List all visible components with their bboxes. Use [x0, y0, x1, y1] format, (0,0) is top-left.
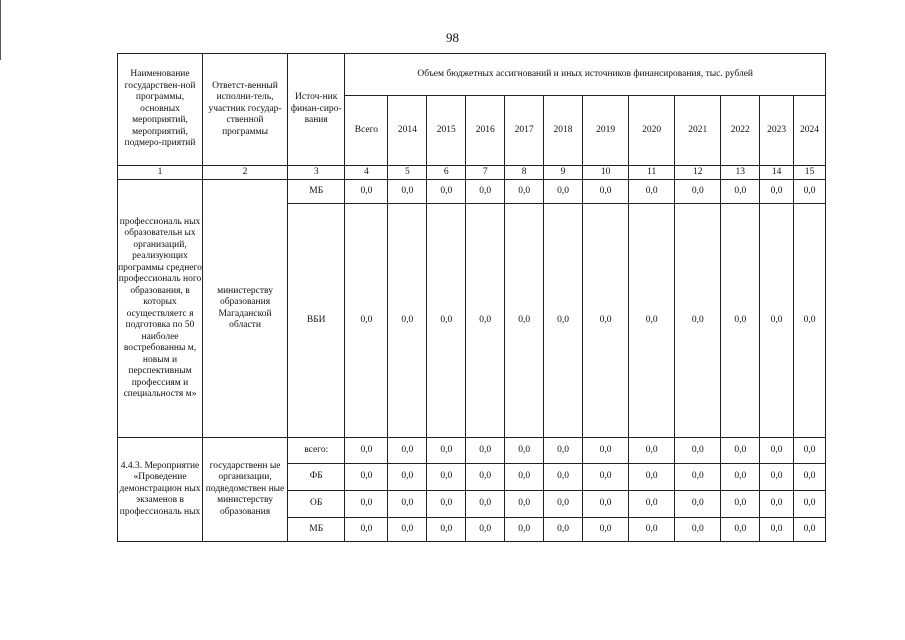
- year-value: 0,0: [794, 518, 826, 542]
- year-value: 0,0: [675, 491, 721, 518]
- year-value: 0,0: [721, 464, 760, 491]
- header-responsible: Ответст-венный исполни-тель, участник государ-ственной программы: [203, 54, 288, 166]
- responsible-executor: министерству образования Магаданской области: [203, 180, 288, 438]
- year-value: 0,0: [388, 438, 427, 464]
- header-year: 2023: [760, 96, 794, 166]
- column-index: 8: [505, 166, 544, 180]
- year-value: 0,0: [583, 438, 629, 464]
- funding-source: всего:: [288, 438, 345, 464]
- year-value: 0,0: [427, 204, 466, 438]
- year-value: 0,0: [427, 438, 466, 464]
- year-value: 0,0: [466, 438, 505, 464]
- year-value: 0,0: [544, 518, 583, 542]
- year-value: 0,0: [675, 180, 721, 204]
- column-index: 4: [345, 166, 388, 180]
- year-value: 0,0: [721, 491, 760, 518]
- total-value: 0,0: [345, 464, 388, 491]
- total-value: 0,0: [345, 204, 388, 438]
- column-index: 13: [721, 166, 760, 180]
- column-index: 1: [118, 166, 203, 180]
- year-value: 0,0: [794, 464, 826, 491]
- header-year: 2017: [505, 96, 544, 166]
- year-value: 0,0: [505, 518, 544, 542]
- column-index: 11: [629, 166, 675, 180]
- year-value: 0,0: [629, 204, 675, 438]
- year-value: 0,0: [675, 518, 721, 542]
- header-year: 2016: [466, 96, 505, 166]
- header-year: 2024: [794, 96, 826, 166]
- year-value: 0,0: [466, 464, 505, 491]
- column-index: 10: [583, 166, 629, 180]
- year-value: 0,0: [721, 204, 760, 438]
- year-value: 0,0: [675, 438, 721, 464]
- year-value: 0,0: [544, 438, 583, 464]
- funding-source: ФБ: [288, 464, 345, 491]
- total-value: 0,0: [345, 438, 388, 464]
- column-index: 12: [675, 166, 721, 180]
- year-value: 0,0: [388, 464, 427, 491]
- year-value: 0,0: [760, 180, 794, 204]
- year-value: 0,0: [721, 518, 760, 542]
- column-index: 5: [388, 166, 427, 180]
- year-value: 0,0: [583, 180, 629, 204]
- column-index: 3: [288, 166, 345, 180]
- column-index: 14: [760, 166, 794, 180]
- header-total: Всего: [345, 96, 388, 166]
- header-name: Наименование государствен-ной программы, основных мероприятий, мероприятий, подмеро-приятий: [118, 54, 203, 166]
- column-index: 15: [794, 166, 826, 180]
- year-value: 0,0: [505, 438, 544, 464]
- funding-source: ОБ: [288, 491, 345, 518]
- year-value: 0,0: [505, 180, 544, 204]
- page-number: 98: [446, 30, 459, 45]
- year-value: 0,0: [388, 491, 427, 518]
- year-value: 0,0: [427, 518, 466, 542]
- year-value: 0,0: [583, 491, 629, 518]
- year-value: 0,0: [583, 518, 629, 542]
- column-index: 2: [203, 166, 288, 180]
- year-value: 0,0: [466, 518, 505, 542]
- year-value: 0,0: [427, 464, 466, 491]
- year-value: 0,0: [629, 491, 675, 518]
- year-value: 0,0: [466, 491, 505, 518]
- year-value: 0,0: [794, 438, 826, 464]
- header-year: 2021: [675, 96, 721, 166]
- year-value: 0,0: [629, 518, 675, 542]
- activity-name: профессиональ ных образовательн ых организаций, реализующих программы среднего профессиональ ного образования, в которых осуществляетс я подготовка по 50 наиболее востребованны м, новым и перспективным профессиям и специальностя м»: [118, 180, 203, 438]
- year-value: 0,0: [629, 438, 675, 464]
- year-value: 0,0: [427, 491, 466, 518]
- column-index: 6: [427, 166, 466, 180]
- year-value: 0,0: [675, 204, 721, 438]
- year-value: 0,0: [388, 180, 427, 204]
- year-value: 0,0: [388, 518, 427, 542]
- header-year: 2022: [721, 96, 760, 166]
- header-year: 2015: [427, 96, 466, 166]
- table-row: [118, 438, 826, 464]
- total-value: 0,0: [345, 491, 388, 518]
- year-value: 0,0: [544, 204, 583, 438]
- year-value: 0,0: [427, 180, 466, 204]
- column-index: 9: [544, 166, 583, 180]
- year-value: 0,0: [760, 464, 794, 491]
- year-value: 0,0: [721, 180, 760, 204]
- year-value: 0,0: [760, 518, 794, 542]
- year-value: 0,0: [760, 204, 794, 438]
- column-index: 7: [466, 166, 505, 180]
- year-value: 0,0: [544, 491, 583, 518]
- funding-source: ВБИ: [288, 204, 345, 438]
- year-value: 0,0: [505, 491, 544, 518]
- year-value: 0,0: [760, 438, 794, 464]
- year-value: 0,0: [505, 204, 544, 438]
- header-year: 2019: [583, 96, 629, 166]
- year-value: 0,0: [466, 204, 505, 438]
- year-value: 0,0: [629, 180, 675, 204]
- header-year: 2020: [629, 96, 675, 166]
- year-value: 0,0: [794, 491, 826, 518]
- funding-source: МБ: [288, 180, 345, 204]
- year-value: 0,0: [388, 204, 427, 438]
- year-value: 0,0: [721, 438, 760, 464]
- year-value: 0,0: [760, 491, 794, 518]
- column-index-row: [118, 166, 826, 180]
- header-year: 2018: [544, 96, 583, 166]
- header-source: Источ-ник финан-сиро-вания: [288, 54, 345, 166]
- header-volume: Объем бюджетных ассигнований и иных источников финансирования, тыс. рублей: [345, 54, 826, 96]
- budget-table: [117, 53, 826, 542]
- funding-source: МБ: [288, 518, 345, 542]
- year-value: 0,0: [466, 180, 505, 204]
- activity-name: 4.4.3. Мероприятие «Проведение демонстрацион ных экзаменов в профессиональ ных: [118, 438, 203, 542]
- year-value: 0,0: [544, 464, 583, 491]
- header-year: 2014: [388, 96, 427, 166]
- year-value: 0,0: [583, 204, 629, 438]
- year-value: 0,0: [794, 204, 826, 438]
- year-value: 0,0: [675, 464, 721, 491]
- year-value: 0,0: [505, 464, 544, 491]
- table-row: [118, 180, 826, 204]
- year-value: 0,0: [544, 180, 583, 204]
- total-value: 0,0: [345, 518, 388, 542]
- total-value: 0,0: [345, 180, 388, 204]
- year-value: 0,0: [794, 180, 826, 204]
- responsible-executor: государственн ые организации, подведомствен ные министерству образования: [203, 438, 288, 542]
- year-value: 0,0: [629, 464, 675, 491]
- year-value: 0,0: [583, 464, 629, 491]
